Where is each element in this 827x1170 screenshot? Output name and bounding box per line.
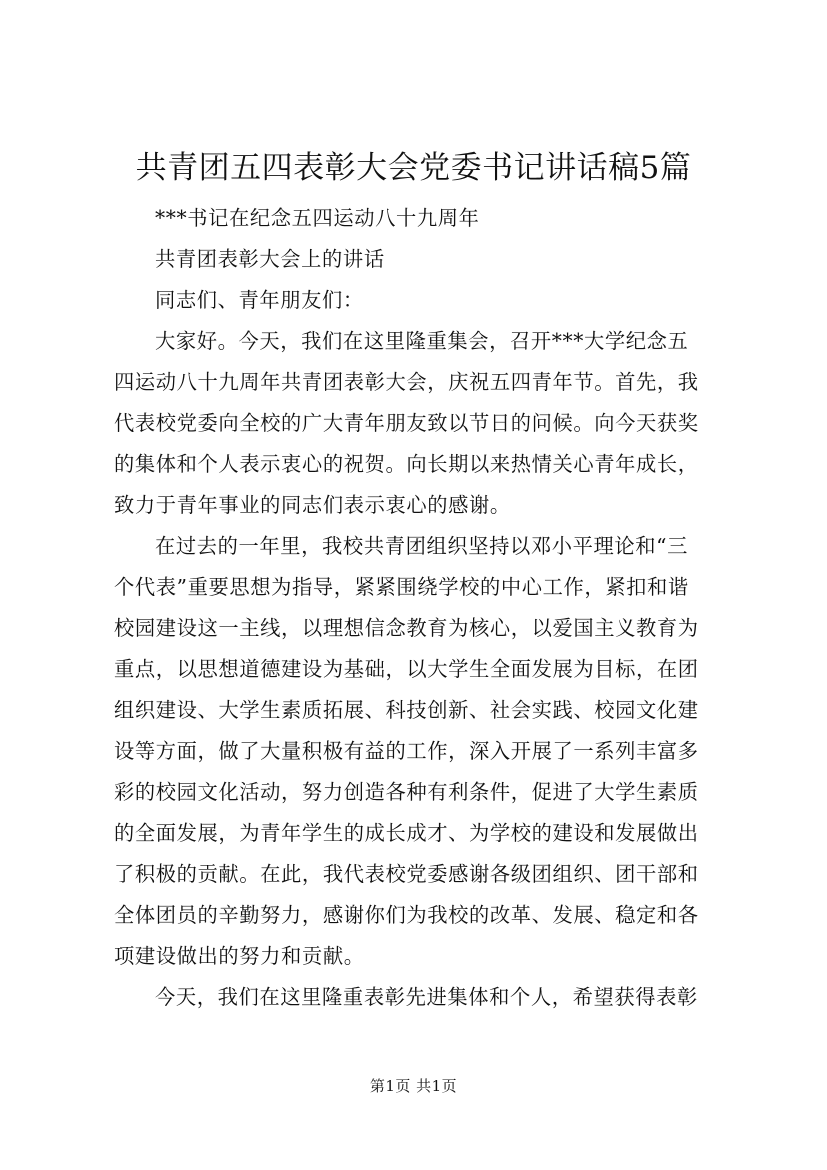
paragraph-line: 项建设做出的努力和贡献。: [114, 944, 365, 968]
paragraph-line: 设等方面，做了大量积极有益的工作，深入开展了一系列丰富多: [114, 739, 699, 763]
paragraph-line: 组织建设、大学生素质拓展、科技创新、社会实践、校园文化建: [114, 698, 699, 722]
salutation: 同志们、青年朋友们：: [155, 288, 364, 312]
paragraph-line: 致力于青年事业的同志们表示衷心的感谢。: [114, 493, 511, 517]
paragraph-line: 在过去的一年里，我校共青团组织坚持以邓小平理论和“三: [155, 534, 689, 558]
paragraph-line: 彩的校园文化活动，努力创造各种有利条件，促进了大学生素质: [114, 780, 699, 804]
paragraph-line: 大家好。今天，我们在这里隆重集会，召开***大学纪念五: [155, 329, 689, 353]
subtitle-line-2: 共青团表彰大会上的讲话: [155, 247, 385, 271]
paragraph-line: 四运动八十九周年共青团表彰大会，庆祝五四青年节。首先，我: [114, 370, 699, 394]
paragraph-line: 今天，我们在这里隆重表彰先进集体和个人，希望获得表彰: [155, 985, 698, 1009]
document-title: 共青团五四表彰大会党委书记讲话稿5篇: [135, 150, 692, 186]
paragraph-line: 代表校党委向全校的广大青年朋友致以节日的问候。向今天获奖: [114, 411, 699, 435]
paragraph-line: 的集体和个人表示衷心的祝贺。向长期以来热情关心青年成长，: [114, 452, 699, 476]
subtitle-line-1: ***书记在纪念五四运动八十九周年: [155, 206, 480, 230]
paragraph-line: 了积极的贡献。在此，我代表校党委感谢各级团组织、团干部和: [114, 862, 699, 886]
page-footer: 第1页 共1页: [369, 1077, 458, 1095]
paragraph-line: 全体团员的辛勤努力，感谢你们为我校的改革、发展、稳定和各: [114, 903, 699, 927]
paragraph-line: 校园建设这一主线，以理想信念教育为核心，以爱国主义教育为: [114, 616, 699, 640]
document-body: [114, 198, 738, 1018]
paragraph-line: 的全面发展，为青年学生的成长成才、为学校的建设和发展做出: [114, 821, 699, 845]
paragraph-line: 重点，以思想道德建设为基础，以大学生全面发展为目标，在团: [114, 657, 699, 681]
paragraph-line: 个代表”重要思想为指导，紧紧围绕学校的中心工作，紧扣和谐: [114, 575, 689, 599]
